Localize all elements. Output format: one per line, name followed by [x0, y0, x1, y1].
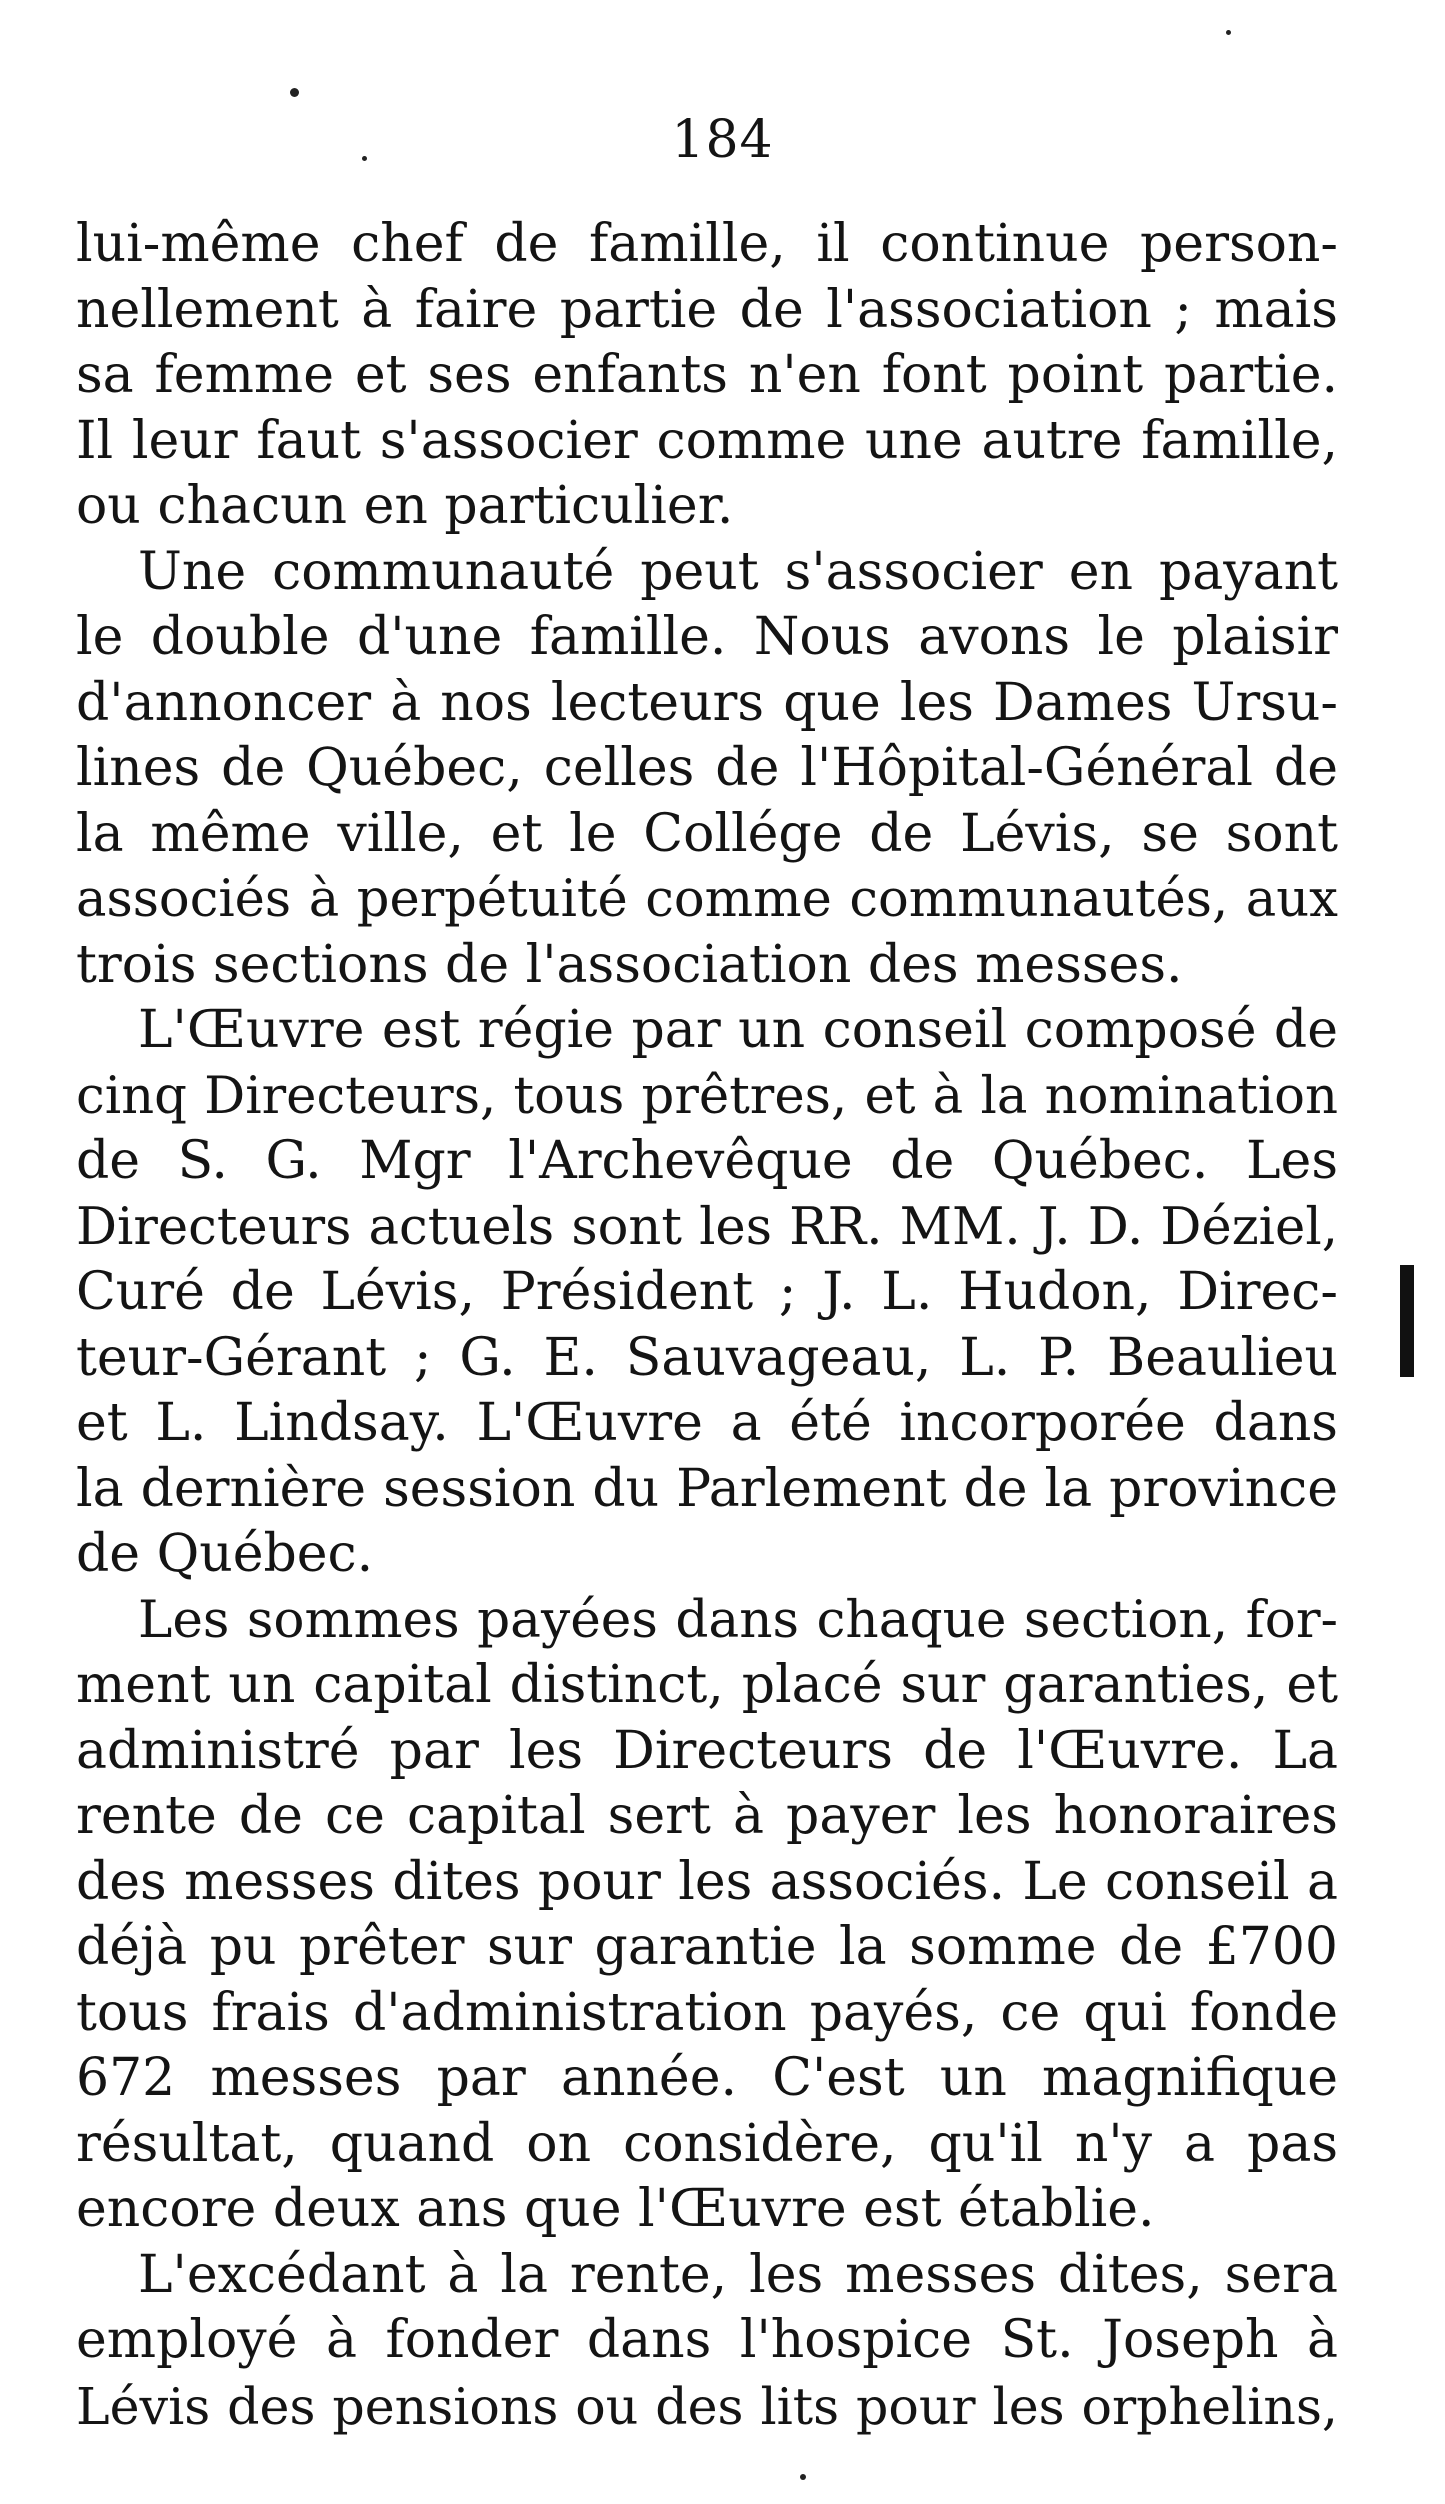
text-line: déjà pu prêter sur garantie la somme de £700: [76, 1917, 1338, 1977]
margin-rule-mark: [1400, 1265, 1414, 1377]
text-line: tous frais d'administration payés, ce qui fonde: [76, 1982, 1338, 2043]
text-line: lines de Québec, celles de l'Hôpital-Général de: [76, 738, 1338, 798]
text-line: lui-même chef de famille, il continue person-: [76, 214, 1338, 274]
text-line: la dernière session du Parlement de la province: [76, 1458, 1338, 1519]
paragraph: [76, 1588, 1338, 2243]
text-line: 672 messes par année. C'est un magnifique: [76, 2048, 1338, 2108]
text-line: encore deux ans que l'Œuvre est établie.: [76, 2179, 1155, 2239]
text-line: sa femme et ses enfants n'en font point partie.: [76, 345, 1338, 405]
text-line: employé à fonder dans l'hospice St. Joseph à: [76, 2310, 1338, 2370]
text-line: d'annoncer à nos lecteurs que les Dames Ursu-: [76, 672, 1338, 733]
ink-speck: [800, 2474, 806, 2480]
paragraph: [76, 540, 1338, 999]
text-line: nellement à faire partie de l'association ; mais: [76, 279, 1338, 340]
text-line: Il leur faut s'associer comme une autre famille,: [76, 410, 1338, 471]
body-text: [76, 212, 1338, 2439]
paragraph: [76, 212, 1338, 540]
text-line: des messes dites pour les associés. Le conseil a: [76, 1851, 1338, 1912]
text-line: Curé de Lévis, Président ; J. L. Hudon, Direc-: [76, 1262, 1338, 1322]
text-line: de Québec.: [76, 1524, 374, 1584]
paragraph: [76, 998, 1338, 1588]
ink-speck: [290, 88, 299, 97]
text-line: Directeurs actuels sont les RR. MM. J. D. Déziel,: [76, 1196, 1338, 1257]
text-line: teur-Gérant ; G. E. Sauvageau, L. P. Beaulieu: [76, 1327, 1338, 1388]
text-line: L'Œuvre est régie par un conseil composé de: [138, 1000, 1338, 1060]
paragraph: [76, 2243, 1338, 2440]
text-line: ment un capital distinct, placé sur garanties, et: [76, 1655, 1338, 1715]
text-line: cinq Directeurs, tous prêtres, et à la nomination: [76, 1065, 1338, 1126]
text-line: L'excédant à la rente, les messes dites, sera: [138, 2244, 1338, 2305]
text-line: associés à perpétuité comme communautés, aux: [76, 870, 1338, 929]
text-line: et L. Lindsay. L'Œuvre a été incorporée dans: [76, 1393, 1338, 1453]
text-line: résultat, quand on considère, qu'il n'y a pas: [76, 2113, 1338, 2174]
page-number: 184: [671, 110, 774, 170]
text-line: Lévis des pensions ou des lits pour les orphelins,: [76, 2376, 1338, 2436]
text-line: de S. G. Mgr l'Archevêque de Québec. Les: [76, 1131, 1338, 1191]
text-line: trois sections de l'association des messes.: [76, 934, 1183, 995]
text-line: administré par les Directeurs de l'Œuvre. La: [76, 1720, 1338, 1781]
text-line: rente de ce capital sert à payer les honoraires: [76, 1786, 1338, 1846]
text-line: Une communauté peut s'associer en payant: [138, 541, 1338, 602]
ink-speck: [1226, 30, 1231, 35]
text-line: ou chacun en particulier.: [76, 476, 734, 536]
text-line: le double d'une famille. Nous avons le plaisir: [76, 607, 1338, 667]
text-line: Les sommes payées dans chaque section, for-: [138, 1589, 1338, 1650]
text-line: la même ville, et le Collége de Lévis, se sont: [76, 803, 1338, 864]
